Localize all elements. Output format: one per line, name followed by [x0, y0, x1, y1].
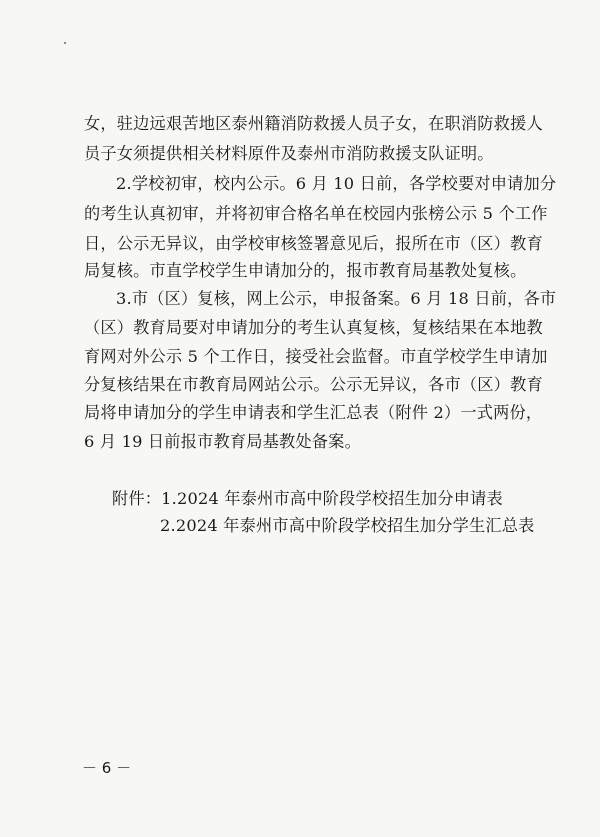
body-line-7: 3.市（区）复核，网上公示，申报备案。6 月 18 日前，各市	[116, 289, 557, 308]
body-line-8: （区）教育局要对申请加分的考生认真复核，复核结果在本地教	[84, 318, 543, 337]
page-number: － 6 －	[82, 759, 132, 777]
attachment-1: 附件：1.2024 年泰州市高中阶段学校招生加分申请表	[112, 489, 503, 508]
body-line-5: 日，公示无异议，由学校审核签署意见后，报所在市（区）教育	[84, 234, 543, 253]
body-line-9: 育网对外公示 5 个工作日，接受社会监督。市直学校学生申请加	[84, 347, 548, 366]
body-line-3: 2.学校初审，校内公示。6 月 10 日前，各学校要对申请加分	[116, 174, 557, 193]
body-line-6: 局复核。市直学校学生申请加分的，报市教育局基教处复核。	[84, 261, 527, 280]
body-line-11: 局将申请加分的学生申请表和学生汇总表（附件 2）一式两份，	[84, 403, 543, 422]
body-line-10: 分复核结果在市教育局网站公示。公示无异议，各市（区）教育	[84, 375, 543, 394]
attachment-2: 2.2024 年泰州市高中阶段学校招生加分学生汇总表	[160, 516, 535, 535]
body-line-4: 的考生认真初审，并将初审合格名单在校园内张榜公示 5 个工作	[84, 204, 548, 223]
body-line-1: 女，驻边远艰苦地区泰州籍消防救援人员子女，在职消防救援人	[84, 114, 543, 133]
body-line-12: 6 月 19 日前报市教育局基教处备案。	[84, 432, 361, 451]
scan-speck	[64, 42, 66, 44]
body-line-2: 员子女须提供相关材料原件及泰州市消防救援支队证明。	[84, 144, 494, 163]
